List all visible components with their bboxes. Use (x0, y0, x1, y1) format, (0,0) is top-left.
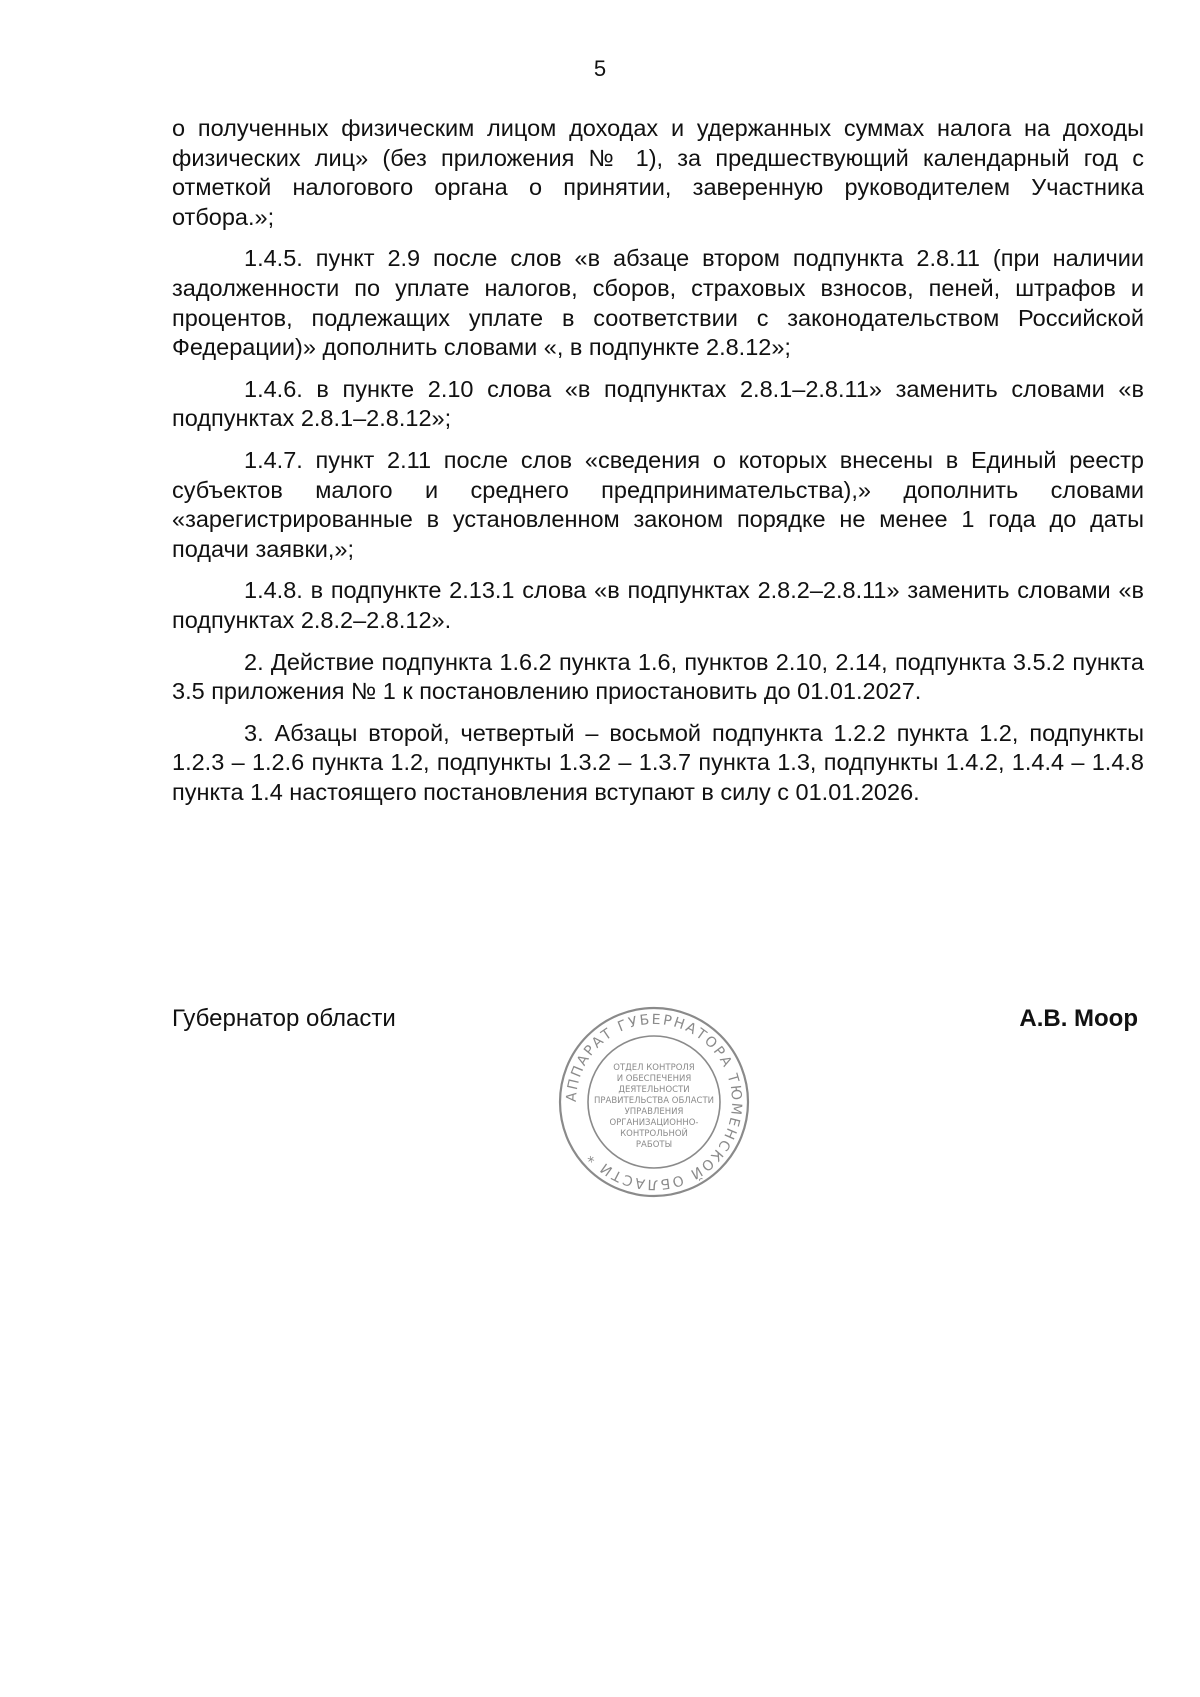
document-body (172, 114, 1144, 819)
official-stamp (556, 1004, 752, 1200)
paragraph-continuation: о полученных физическим лицом доходах и удержанных суммах налога на доходы физических лиц» (без приложения № 1), за предшествующий календарный год с отметкой налогового органа о принятии, заверенную руководителем Участника отбора.»; (172, 115, 1144, 230)
stamp-inner-text (594, 1063, 714, 1150)
paragraph-1-4-5: 1.4.5. пункт 2.9 после слов «в абзаце втором подпункта 2.8.11 (при наличии задолженности по уплате налогов, сборов, страховых взносов, пеней, штрафов и процентов, подлежащих уплате в соответствии с законодательством Российской Федерации)» дополнить словами «, в подпункте 2.8.12»; (172, 245, 1144, 361)
stamp-inner-line: УПРАВЛЕНИЯ (624, 1107, 684, 1117)
paragraph-1-4-6: 1.4.6. в пункте 2.10 слова «в подпунктах 2.8.1–2.8.11» заменить словами «в подпунктах 2.8.1–2.8.12»; (172, 375, 1144, 432)
stamp-ring-text: АППАРАТ ГУБЕРНАТОРА ТЮМЕНСКОЙ ОБЛАСТИ * (563, 1011, 745, 1193)
paragraph-3: 3. Абзацы второй, четвертый – восьмой подпункта 1.2.2 пункта 1.2, подпункты 1.2.3 – 1.2.6 пункта 1.2, подпункты 1.3.2 – 1.3.7 пункта 1.3, подпункты 1.4.2, 1.4.4 – 1.4.8 пункта 1.4 настоящего постановления вступают в силу с 01.01.2026. (172, 719, 1144, 805)
paragraph-1-4-8: 1.4.8. в подпункте 2.13.1 слова «в подпунктах 2.8.2–2.8.11» заменить словами «в подпунктах 2.8.2–2.8.12». (172, 577, 1144, 633)
stamp-inner-line: ПРАВИТЕЛЬСТВА ОБЛАСТИ (594, 1096, 714, 1106)
stamp-graphic (556, 1004, 752, 1200)
stamp-inner-line: И ОБЕСПЕЧЕНИЯ (616, 1074, 692, 1084)
signer-position: Губернатор области (172, 1005, 396, 1032)
paragraph-1-4-7: 1.4.7. пункт 2.11 после слов «сведения о которых внесены в Единый реестр субъектов малого и среднего предпринимательства),» дополнить словами «зарегистрированные в установленном законом порядке не менее 1 года до даты подачи заявки,»; (172, 446, 1144, 562)
signer-name: А.В. Моор (1019, 1005, 1138, 1032)
stamp-inner-line: ДЕЯТЕЛЬНОСТИ (618, 1085, 690, 1095)
stamp-inner-line: РАБОТЫ (635, 1140, 673, 1150)
stamp-inner-line: ОРГАНИЗАЦИОННО- (609, 1118, 699, 1128)
page-number: 5 (593, 56, 607, 81)
stamp-inner-line: КОНТРОЛЬНОЙ (620, 1129, 688, 1139)
stamp-inner-line: ОТДЕЛ КОНТРОЛЯ (613, 1063, 695, 1073)
paragraph-2: 2. Действие подпункта 1.6.2 пункта 1.6, пунктов 2.10, 2.14, подпункта 3.5.2 пункта 3.5 приложения № 1 к постановлению приостановить до 01.01.2027. (172, 648, 1144, 705)
